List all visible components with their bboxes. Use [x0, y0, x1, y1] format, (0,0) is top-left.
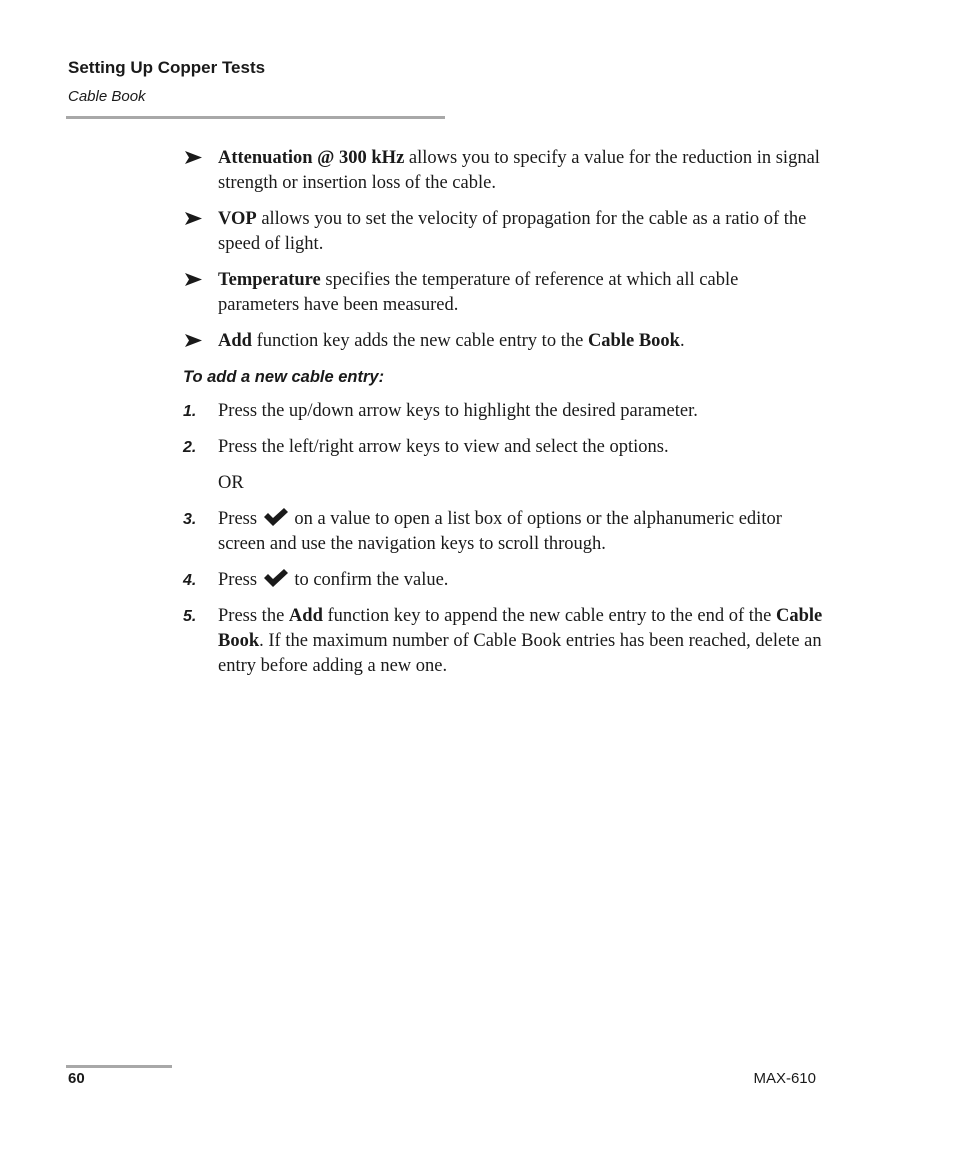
step-text-pre: Press [218, 509, 262, 529]
page-header-title: Setting Up Copper Tests [68, 58, 266, 77]
bullet-vop [183, 207, 823, 257]
step-number: 1. [183, 403, 197, 420]
step-text-mid: function key to append the new cable entry to the end of the [322, 606, 776, 626]
bullet-text: allows you to specify a value for the reduction in signal strength or insertion loss of the cable. [218, 148, 820, 193]
arrowhead-bullet-icon [185, 271, 202, 288]
step-text: Press the up/down arrow keys to highlight the desired parameter. [218, 401, 698, 421]
step-2 [183, 435, 823, 460]
bullet-temperature [183, 268, 823, 318]
arrowhead-bullet-icon [185, 332, 202, 349]
step-text-pre: Press the [218, 606, 289, 626]
term-attenuation: Attenuation @ 300 kHz [218, 148, 405, 168]
term-cable-book: Cable Book [218, 606, 823, 651]
term-add: Add [218, 331, 252, 351]
step-number: 4. [183, 572, 197, 589]
step-text-post: to confirm the value. [289, 570, 449, 590]
bullet-text: function key adds the new cable entry to the [251, 331, 588, 351]
term-add: Add [288, 606, 323, 626]
bullet-text: allows you to set the velocity of propagation for the cable as a ratio of the speed of light. [218, 209, 807, 254]
step-text-pre: Press [218, 570, 262, 590]
bullet-add [183, 329, 823, 354]
term-cable-book: Cable Book [587, 331, 680, 351]
term-temperature: Temperature [218, 270, 321, 290]
header-divider [66, 116, 445, 119]
bullet-attenuation [183, 146, 823, 196]
step-4 [183, 568, 823, 593]
arrowhead-bullet-icon [185, 149, 202, 166]
page-number: 60 [68, 1070, 85, 1087]
checkmark-icon [263, 507, 289, 527]
term-vop: VOP [218, 209, 257, 229]
checkmark-icon [263, 568, 289, 588]
step-number: 5. [183, 608, 197, 625]
bullet-text: specifies the temperature of reference at which all cable parameters have been measured. [218, 270, 739, 315]
step-5 [183, 604, 823, 679]
product-name: MAX-610 [753, 1070, 816, 1087]
step-text-post: on a value to open a list box of options or the alphanumeric editor screen and use the navigation keys to scroll through. [218, 509, 782, 554]
step-number: 3. [183, 511, 197, 528]
footer-divider [66, 1065, 172, 1068]
step-1 [183, 399, 823, 424]
bullet-text-end: . [679, 331, 685, 351]
procedure-title: To add a new cable entry: [183, 368, 385, 386]
step-text-post: . If the maximum number of Cable Book entries has been reached, delete an entry before adding a new one. [218, 631, 822, 676]
page-header-subtitle: Cable Book [68, 88, 146, 105]
step-text: Press the left/right arrow keys to view and select the options. [218, 437, 669, 457]
main-content [183, 146, 823, 690]
or-separator: OR [218, 473, 244, 493]
step-3 [183, 507, 823, 557]
step-number: 2. [183, 439, 197, 456]
arrowhead-bullet-icon [185, 210, 202, 227]
